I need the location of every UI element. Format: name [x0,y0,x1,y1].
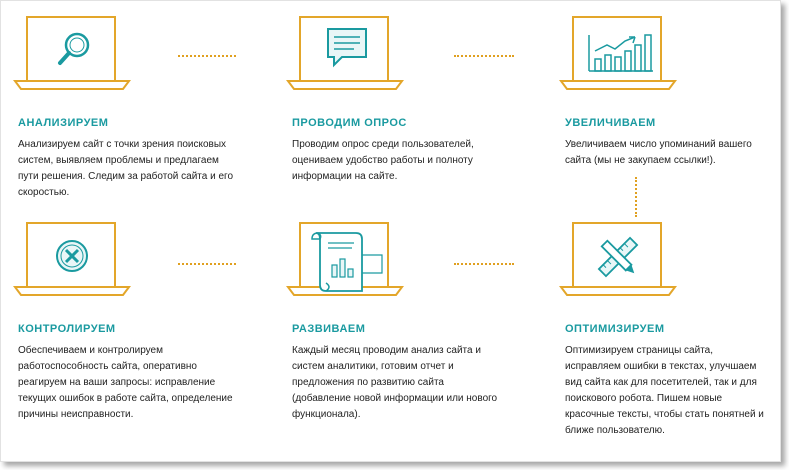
step-desc-optimize: Оптимизируем страницы сайта, исправляем ошибки в текстах, улучшаем вид сайта как для посетителей, так и для поискового робота. Пишем новые красочные тексты, чтобы стать понятней и ближе пользователю. [565,345,764,436]
step-desc-control: Обеспечиваем и контролируем работоспособность сайта, оперативно реагируем на ваши запросы: исправление текущих ошибок в работе сайта, определение причины неисправности. [18,345,233,420]
step-title-optimize: ОПТИМИЗИРУЕМ [565,323,665,335]
step-title-increase: УВЕЛИЧИВАЕМ [565,117,656,129]
step-desc-analyze: Анализируем сайт с точки зрения поисковых систем, выявляем проблемы и предлагаем пути решения. Следим за работой сайта и его скоростью. [18,139,233,198]
connector-2-3 [454,55,514,57]
laptop-survey [286,15,404,97]
step-title-survey: ПРОВОДИМ ОПРОС [292,117,407,129]
laptop-optimize [559,221,677,303]
chat-bubble-icon [286,15,404,97]
connector-3-6 [635,177,637,217]
laptop-control [13,221,131,303]
step-title-control: КОНТРОЛИРУЕМ [18,323,116,335]
growth-chart-icon [559,15,677,97]
connector-1-2 [178,55,236,57]
step-title-analyze: АНАЛИЗИРУЕМ [18,117,109,129]
step-title-develop: РАЗВИВАЕМ [292,323,366,335]
laptop-develop [286,221,404,303]
step-desc-increase: Увеличиваем число упоминаний вашего сайта (мы не закупаем ссылки!). [565,139,752,166]
pencil-ruler-icon [559,221,677,303]
connector-5-6 [454,263,514,265]
report-scroll-icon [286,221,404,303]
step-desc-develop: Каждый месяц проводим анализ сайта и систем аналитики, готовим отчет и предложения по развитию сайта (добавление новой информации или нового функционала). [292,345,498,420]
laptop-analyze [13,15,131,97]
magnifier-icon [13,15,131,97]
connector-4-5 [178,263,236,265]
close-circle-icon [13,221,131,303]
step-desc-survey: Проводим опрос среди пользователей, оцениваем удобство работы и полноту информации на сайте. [292,139,474,182]
laptop-increase [559,15,677,97]
